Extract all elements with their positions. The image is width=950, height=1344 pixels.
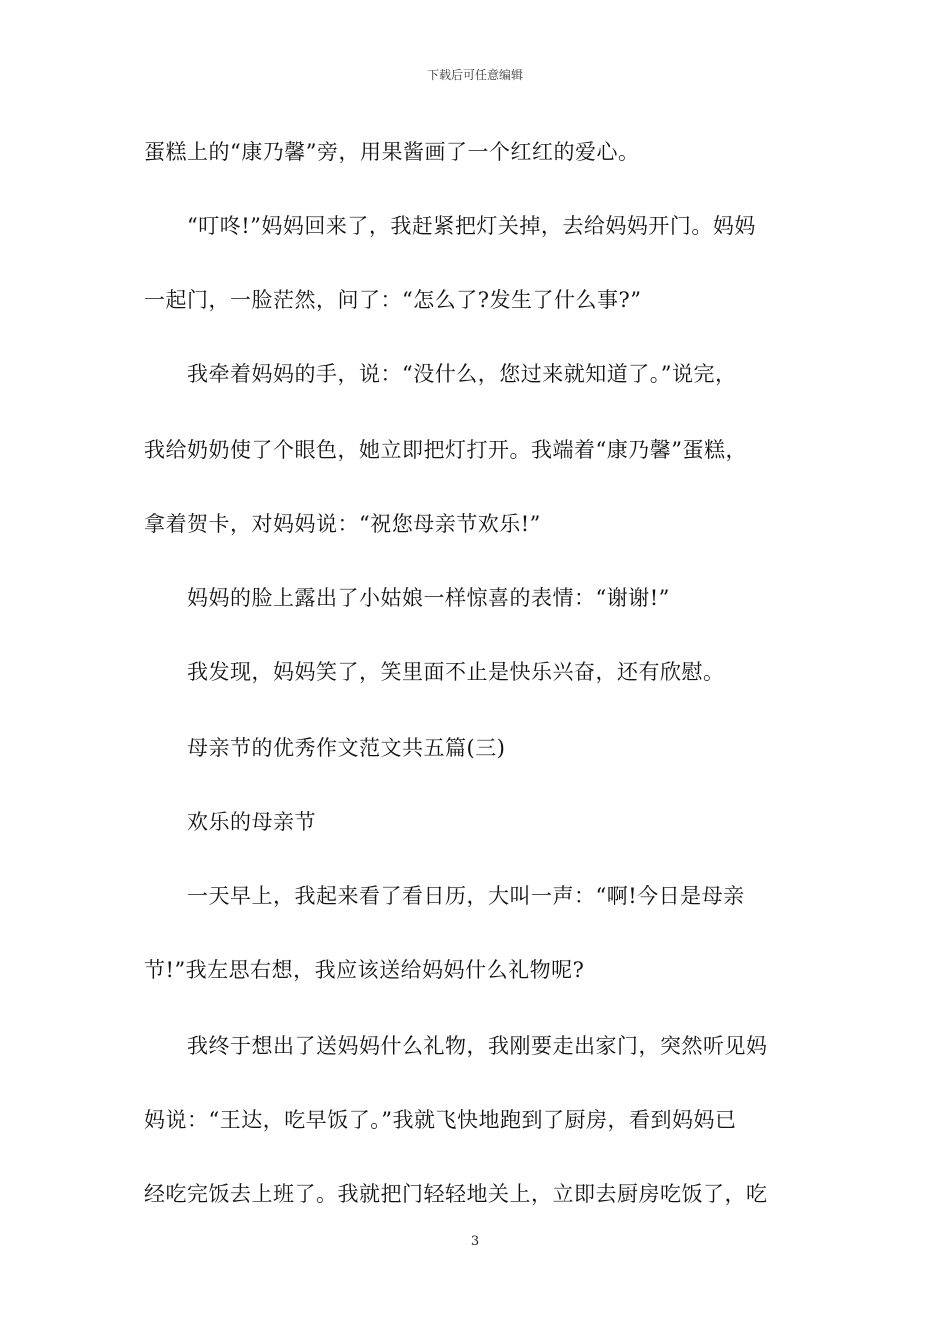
- page-number: 3: [470, 1234, 480, 1249]
- text-line: 一天早上，我起来看了看日历，大叫一声：“啊!今日是母亲: [144, 884, 745, 908]
- text-line: 蛋糕上的“康乃馨”旁，用果酱画了一个红红的爱心。: [144, 140, 640, 164]
- text-line: 一起门，一脸茫然，问了：“怎么了?发生了什么事?”: [144, 288, 642, 312]
- section-heading: 母亲节的优秀作文范文共五篇(三): [144, 736, 506, 760]
- text-line: “叮咚!”妈妈回来了，我赶紧把灯关掉，去给妈妈开门。妈妈: [144, 214, 756, 238]
- text-line: 妈说：“王达，吃早饭了。”我就飞快地跑到了厨房，看到妈妈已: [144, 1108, 737, 1132]
- page-header: 下载后可任意编辑: [426, 68, 523, 82]
- text-line: 我给奶奶使了个眼色，她立即把灯打开。我端着“康乃馨”蛋糕，: [144, 438, 747, 462]
- text-line: 我牵着妈妈的手，说：“没什么，您过来就知道了。”说完，: [144, 362, 737, 386]
- text-line: 妈妈的脸上露出了小姑娘一样惊喜的表情：“谢谢!”: [144, 586, 670, 610]
- text-line: 经吃完饭去上班了。我就把门轻轻地关上，立即去厨房吃饭了，吃: [144, 1182, 768, 1206]
- text-line: 节!”我左思右想，我应该送给妈妈什么礼物呢?: [144, 958, 585, 982]
- text-line: 拿着贺卡，对妈妈说：“祝您母亲节欢乐!”: [144, 512, 541, 536]
- essay-title: 欢乐的母亲节: [144, 810, 316, 834]
- text-line: 我终于想出了送妈妈什么礼物，我刚要走出家门，突然听见妈: [144, 1034, 768, 1058]
- text-line: 我发现，妈妈笑了，笑里面不止是快乐兴奋，还有欣慰。: [144, 660, 725, 684]
